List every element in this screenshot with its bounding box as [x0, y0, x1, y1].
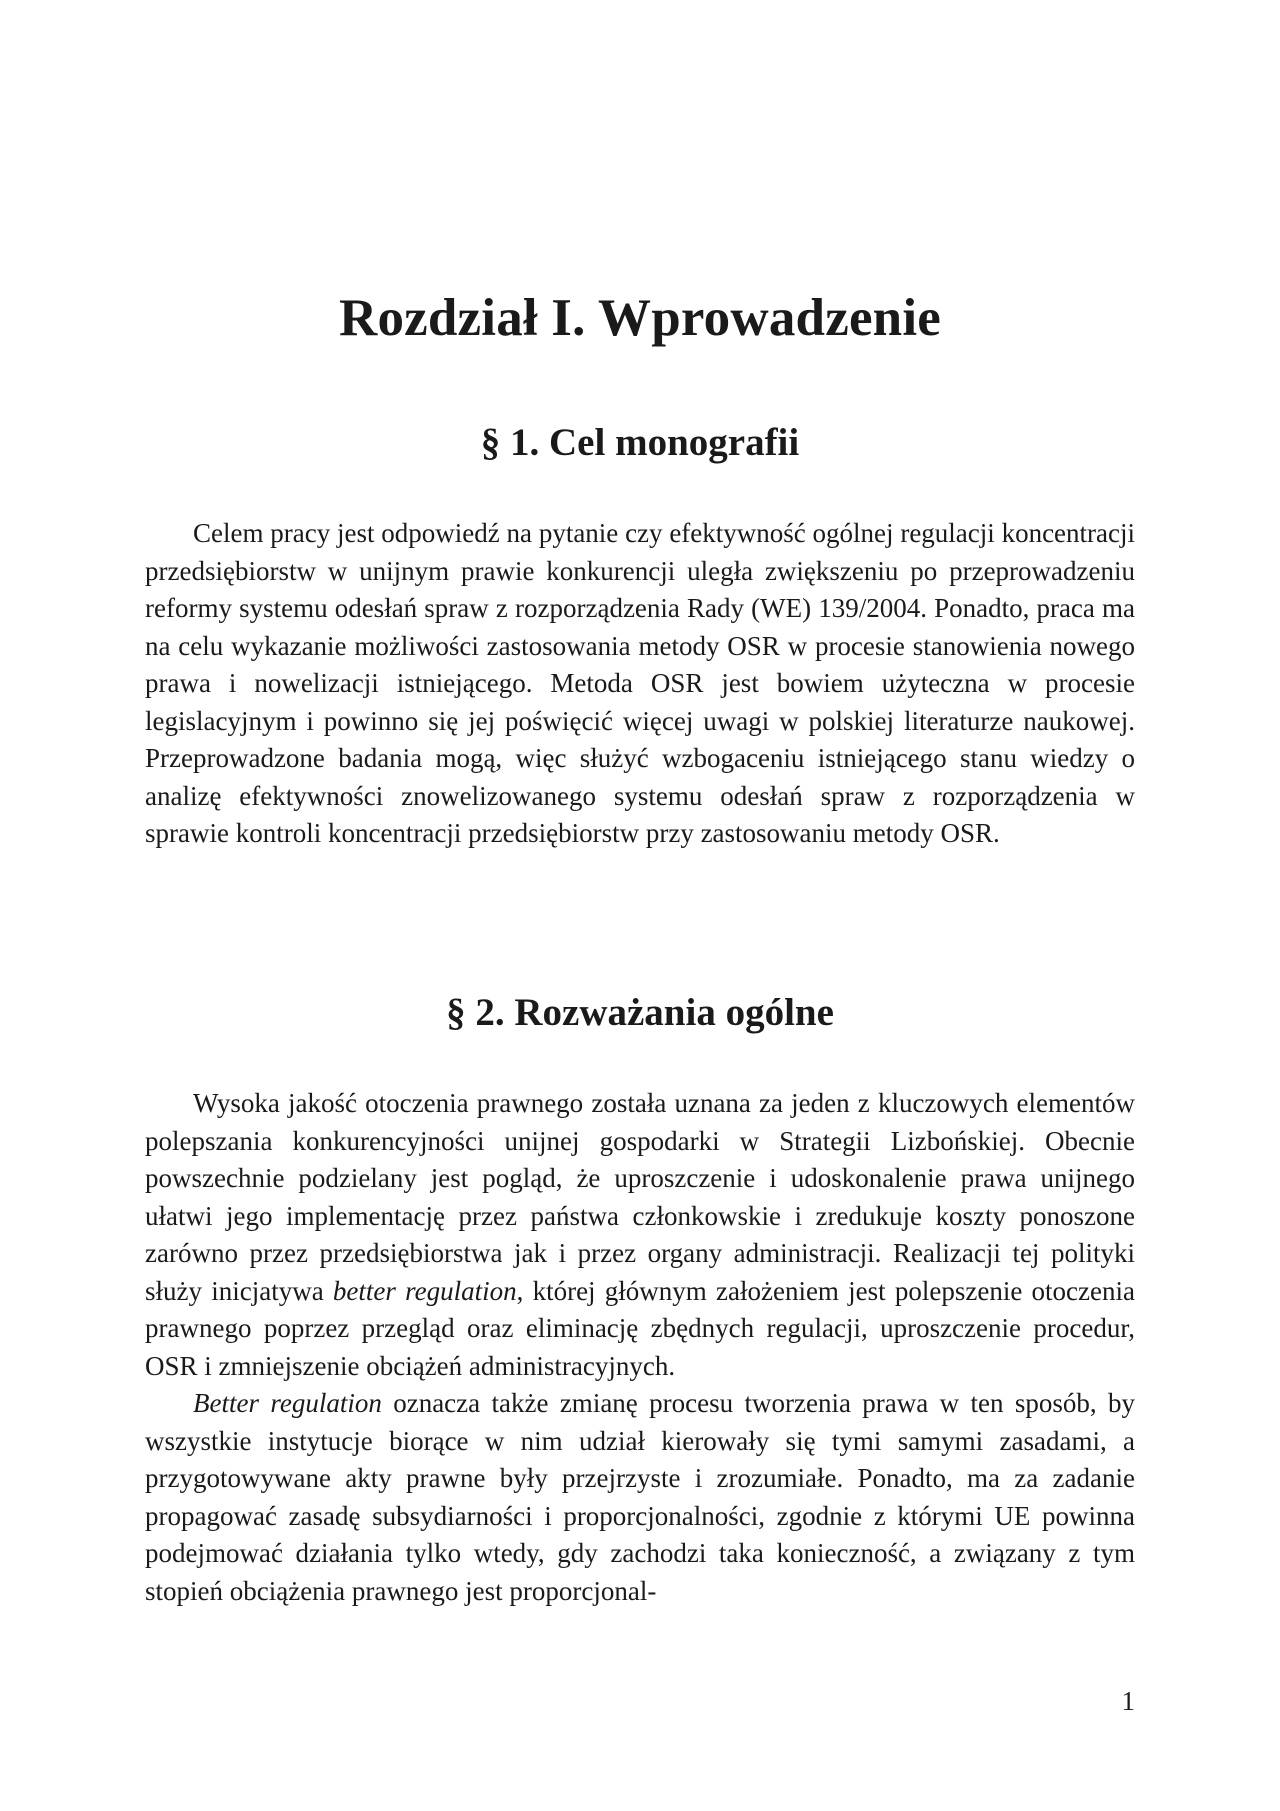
- italic-text-run: Better regulation: [193, 1388, 382, 1418]
- italic-text-run: better regulation: [332, 1275, 517, 1306]
- body-paragraph: [145, 1085, 1135, 1385]
- section-title-rozwazania-ogolne: § 2. Rozważania ogólne: [446, 991, 834, 1034]
- body-paragraph: [145, 1385, 1135, 1610]
- text-run: , której głównym założeniem jest polepszenie otoczenia prawnego poprzez przegląd oraz eliminację zbędnych regulacji, uproszczenie procedur, OSR i zmniejszenie obciążeń administracyjnych.: [145, 1275, 1135, 1381]
- text-run: Wysoka jakość otoczenia prawnego została uznana za jeden z kluczowych elementów polepszania konkurencyjności unijnej gospodarki w Strategii Lizbońskiej. Obecnie powszechnie podzielany jest pogląd, że uproszczenie i udoskonalenie prawa unijnego ułatwi jego implementację przez państwa członkowskie i zredukuje koszty ponoszone zarówno przez przedsiębiorstwa jak i przez organy administracji. Realizacji tej polityki służy inicjatywa: [145, 1088, 1135, 1306]
- document-page: [145, 0, 1135, 1811]
- chapter-title: Rozdział I. Wprowadzenie: [338, 289, 942, 347]
- text-run: oznacza także zmianę procesu tworzenia prawa w ten sposób, by wszystkie instytucje biorące w nim udział kierowały się tymi samymi zasadami, a przygotowywane akty prawne były przejrzyste i zrozumiałe. Ponadto, ma za zadanie propagować zasadę subsydiarności i proporcjonalności, zgodnie z którymi UE powinna podejmować działania tylko wtedy, gdy zachodzi taka konieczność, a związany z tym stopień obciążenia prawnego jest proporcjonal-: [145, 1388, 1135, 1606]
- section-title-cel-monografii: § 1. Cel monografii: [480, 421, 800, 464]
- section-body-rozwazania-ogolne: [145, 1085, 1135, 1610]
- page-number: 1: [1121, 1686, 1135, 1716]
- section-body-cel-monografii: [145, 515, 1135, 853]
- body-paragraph: [145, 515, 1135, 853]
- text-run: Celem pracy jest odpowiedź na pytanie czy efektywność ogólnej regulacji koncentracji przedsiębiorstw w unijnym prawie konkurencji uległa zwiększeniu po przeprowadzeniu reformy systemu odesłań spraw z rozporządzenia Rady (WE) 139/2004. Ponadto, praca ma na celu wykazanie możliwości zastosowania metody OSR w procesie stanowienia nowego prawa i nowelizacji istniejącego. Metoda OSR jest bowiem użyteczna w procesie legislacyjnym i powinno się jej poświęcić więcej uwagi w polskiej literaturze naukowej. Przeprowadzone badania mogą, więc służyć wzbogaceniu istniejącego stanu wiedzy o analizę efektywności znowelizowanego systemu odesłań spraw z rozporządzenia w sprawie kontroli koncentracji przedsiębiorstw przy zastosowaniu metody OSR.: [145, 518, 1135, 848]
